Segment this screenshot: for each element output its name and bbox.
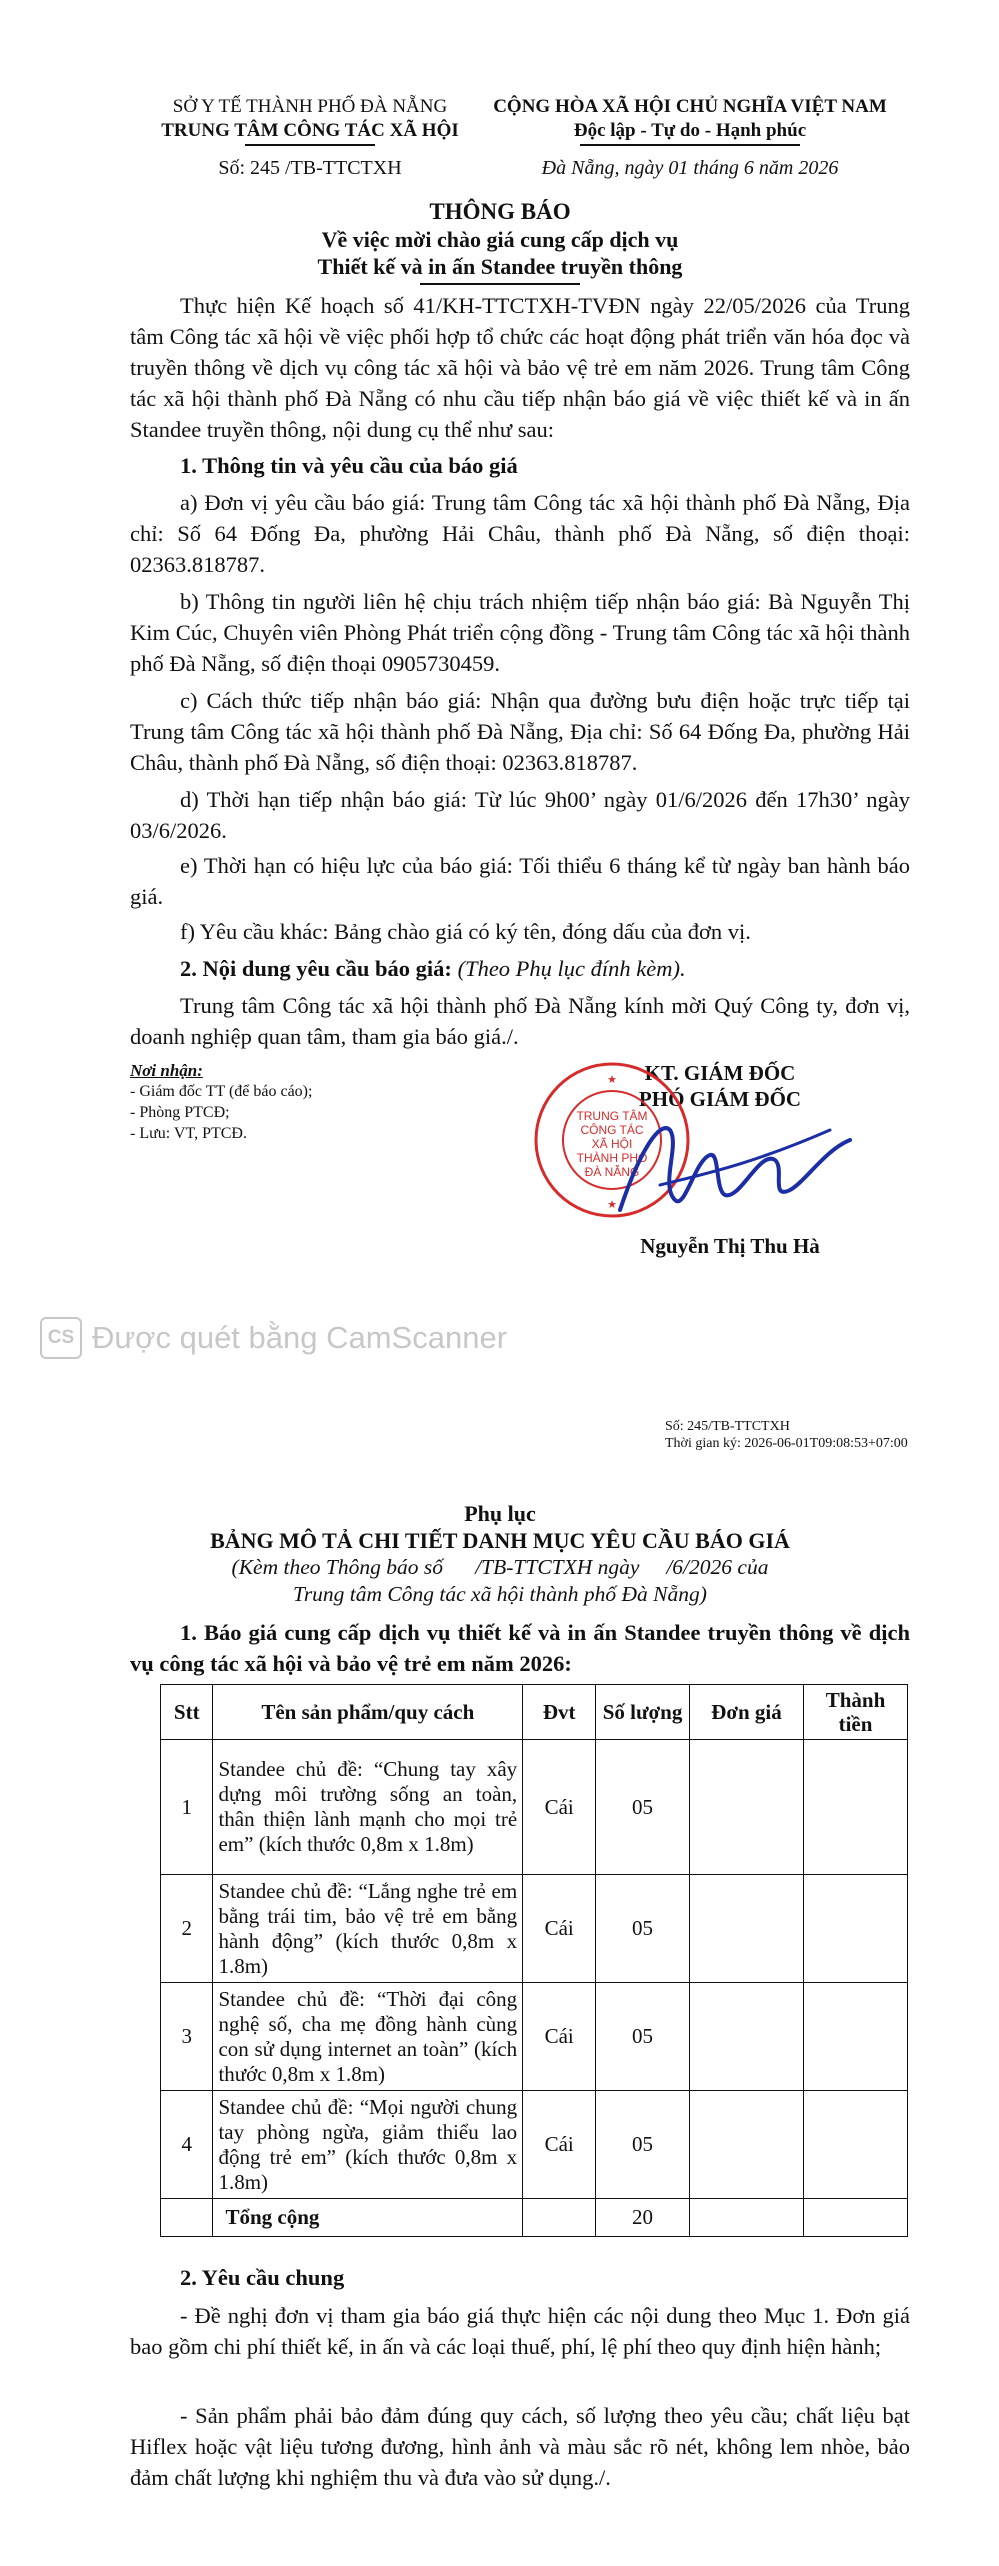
item-e: e) Thời hạn có hiệu lực của báo giá: Tối thiểu 6 tháng kể từ ngày ban hành báo giá. [130,853,910,909]
table-row [161,2091,908,2199]
section-2-heading: 2. Nội dung yêu cầu báo giá: (Theo Phụ lục đính kèm). [180,956,686,981]
seal-line: THÀNH PHỐ [576,1151,648,1165]
col-header-stt: Stt [161,1685,213,1740]
cell-total [804,1983,908,2091]
item-d: d) Thời hạn tiếp nhận báo giá: Từ lúc 9h00’ ngày 01/6/2026 đến 17h30’ ngày 03/6/2026. [130,787,910,843]
appendix-sub-1: (Kèm theo Thông báo số /TB-TTCTXH ngày /6/2026 của [231,1555,769,1579]
nation-underline [580,144,800,146]
requirement-1: - Đề nghị đơn vị tham gia báo giá thực hiện các nội dung theo Mục 1. Đơn giá bao gồm chi phí thiết kế, in ấn và các loại thuế, phí, lệ phí theo quy định hiện hành; [130,2303,910,2359]
seal-line: XÃ HỘI [591,1137,633,1151]
cell-price [689,1983,803,2091]
header-left [110,95,510,180]
doc-number: Số: 245 /TB-TTCTXH [218,156,402,179]
svg-text:★: ★ [607,1199,617,1211]
quotation-table [160,1684,908,2237]
meta-signed-time: Thời gian ký: 2026-06-01T09:08:53+07:00 [665,1436,908,1451]
col-header-price: Đơn giá [689,1685,803,1740]
cell-price [689,2091,803,2199]
item-c: c) Cách thức tiếp nhận báo giá: Nhận qua đường bưu điện hoặc trực tiếp tại Trung tâm Công tác xã hội thành phố Đà Nẵng, Địa chỉ: Số 64 Đống Đa, phường Hải Châu, thành phố Đà Nẵng, số điện thoại: 02363.818787. [130,688,910,775]
recipient-line: - Giám đốc TT (để báo cáo); [130,1083,313,1100]
appendix-sub-2: Trung tâm Công tác xã hội thành phố Đà Nẵng) [293,1582,707,1606]
cell-stt: 3 [161,1983,213,2091]
signature-role-1: KT. GIÁM ĐỐC [644,1061,796,1085]
col-header-unit: Đvt [523,1685,596,1740]
nation-line2: Độc lập - Tự do - Hạnh phúc [573,120,807,141]
title-underline [420,283,580,285]
cell-name: Standee chủ đề: “Chung tay xây dựng môi trường sống an toàn, thân thiện lành mạnh cho mọi trẻ em” (kích thước 0,8m x 1.8m) [213,1740,523,1875]
closing-paragraph: Trung tâm Công tác xã hội thành phố Đà Nẵng kính mời Quý Công ty, đơn vị, doanh nghiệp quan tâm, tham gia báo giá./. [130,993,910,1049]
col-header-qty: Số lượng [596,1685,690,1740]
seal-line: ĐÀ NẴNG [584,1165,640,1179]
appendix-heading [100,1500,900,1608]
signature-role-2: PHÓ GIÁM ĐỐC [638,1087,802,1111]
camscanner-logo-icon: CS [40,1317,82,1359]
cell-qty: 05 [596,2091,690,2199]
meta-number: Số: 245/TB-TTCTXH [665,1419,790,1434]
cell-total [804,1740,908,1875]
col-header-name: Tên sản phẩm/quy cách [213,1685,523,1740]
cell-unit: Cái [523,2091,596,2199]
cell-name: Standee chủ đề: “Thời đại công nghệ số, cha mẹ đồng hành cùng con sử dụng internet an toàn” (kích thước 0,8m x 1.8m) [213,1983,523,2091]
notice-subtitle-2: Thiết kế và in ấn Standee truyền thông [317,254,683,279]
cell-qty: 05 [596,1875,690,1983]
recipient-line: - Phòng PTCĐ; [130,1104,230,1121]
appendix-title: BẢNG MÔ TẢ CHI TIẾT DANH MỤC YÊU CẦU BÁO GIÁ [210,1528,790,1553]
digital-sign-meta [665,1418,995,1452]
cell-total [804,2091,908,2199]
appendix-section-2: 2. Yêu cầu chung [180,2265,345,2290]
camscanner-watermark [40,1318,507,1358]
org-line2: TRUNG TÂM CÔNG TÁC XÃ HỘI [161,120,459,141]
seal-line: CÔNG TÁC [580,1123,644,1137]
camscanner-text: Được quét bằng CamScanner [92,1320,508,1355]
cell-price [689,1740,803,1875]
recipient-line: - Lưu: VT, PTCĐ. [130,1125,247,1142]
org-line1: SỞ Y TẾ THÀNH PHỐ ĐÀ NẴNG [172,96,448,117]
handwritten-signature [600,1090,860,1240]
section-1-heading: 1. Thông tin và yêu cầu của báo giá [180,453,518,478]
svg-text:★: ★ [607,1074,617,1086]
cell-total-label: Tổng cộng [213,2199,523,2237]
item-f: f) Yêu cầu khác: Bảng chào giá có ký tên, đóng dấu của đơn vị. [180,919,751,944]
cell-stt: 2 [161,1875,213,1983]
header-right [470,95,910,180]
cell-stt: 4 [161,2091,213,2199]
cell-qty: 05 [596,1740,690,1875]
requirement-2: - Sản phẩm phải bảo đảm đúng quy cách, số lượng theo yêu cầu; chất liệu bạt Hiflex hoặc vật liệu tương đương, hình ảnh và màu sắc rõ nét, không lem nhòe, bảo đảm chất lượng khi nghiệm thu và đưa vào sử dụng./. [130,2403,910,2490]
signer-name: Nguyễn Thị Thu Hà [640,1234,820,1258]
cell-name: Standee chủ đề: “Lắng nghe trẻ em bằng trái tim, bảo vệ trẻ em bằng hành động” (kích thước 0,8m x 1.8m) [213,1875,523,1983]
table-header-row [161,1685,908,1740]
seal-line: TRUNG TÂM [576,1109,648,1123]
intro-paragraph: Thực hiện Kế hoạch số 41/KH-TTCTXH-TVĐN ngày 22/05/2026 của Trung tâm Công tác xã hội về việc phối hợp tổ chức các hoạt động phát triển văn hóa đọc và truyền thông về dịch vụ công tác xã hội và bảo vệ trẻ em năm 2026. Trung tâm Công tác xã hội thành phố Đà Nẵng có nhu cầu tiếp nhận báo giá về việc thiết kế và in ấn Standee truyền thông, nội dung cụ thể như sau: [130,293,910,442]
recipients-block [130,1060,460,1144]
cell-price [689,1875,803,1983]
nation-line1: CỘNG HÒA XÃ HỘI CHỦ NGHĨA VIỆT NAM [493,96,887,117]
table-row [161,1983,908,2091]
table-row [161,1740,908,1875]
cell-unit: Cái [523,1983,596,2091]
col-header-total: Thành tiền [804,1685,908,1740]
table-total-row [161,2199,908,2237]
cell-qty: 05 [596,1983,690,2091]
notice-title-block [100,198,900,285]
recipients-title: Nơi nhận: [130,1061,203,1080]
item-b: b) Thông tin người liên hệ chịu trách nhiệm tiếp nhận báo giá: Bà Nguyễn Thị Kim Cúc, Chuyên viên Phòng Phát triển cộng đồng - Trung tâm Công tác xã hội thành phố Đà Nẵng, số điện thoại 0905730459. [130,589,910,676]
cell-total-qty: 20 [596,2199,690,2237]
appendix-section-1: 1. Báo giá cung cấp dịch vụ thiết kế và in ấn Standee truyền thông về dịch vụ công tác xã hội và bảo vệ trẻ em năm 2026: [130,1620,910,1676]
appendix-label: Phụ lục [464,1501,536,1526]
cell-empty [804,2199,908,2237]
item-a: a) Đơn vị yêu cầu báo giá: Trung tâm Công tác xã hội thành phố Đà Nẵng, Địa chỉ: Số 64 Đống Đa, phường Hải Châu, thành phố Đà Nẵng, số điện thoại: 02363.818787. [130,490,910,577]
place-date: Đà Nẵng, ngày 01 tháng 6 năm 2026 [541,156,839,179]
cell-empty [161,2199,213,2237]
cell-name: Standee chủ đề: “Mọi người chung tay phòng ngừa, giảm thiểu lao động trẻ em” (kích thước 0,8m x 1.8m) [213,2091,523,2199]
cell-empty [523,2199,596,2237]
table-row [161,1875,908,1983]
cell-unit: Cái [523,1875,596,1983]
cell-total [804,1875,908,1983]
notice-subtitle-1: Về việc mời chào giá cung cấp dịch vụ [321,227,679,252]
cell-unit: Cái [523,1740,596,1875]
notice-title: THÔNG BÁO [429,199,571,224]
cell-stt: 1 [161,1740,213,1875]
cell-empty [689,2199,803,2237]
org-underline [245,144,375,146]
